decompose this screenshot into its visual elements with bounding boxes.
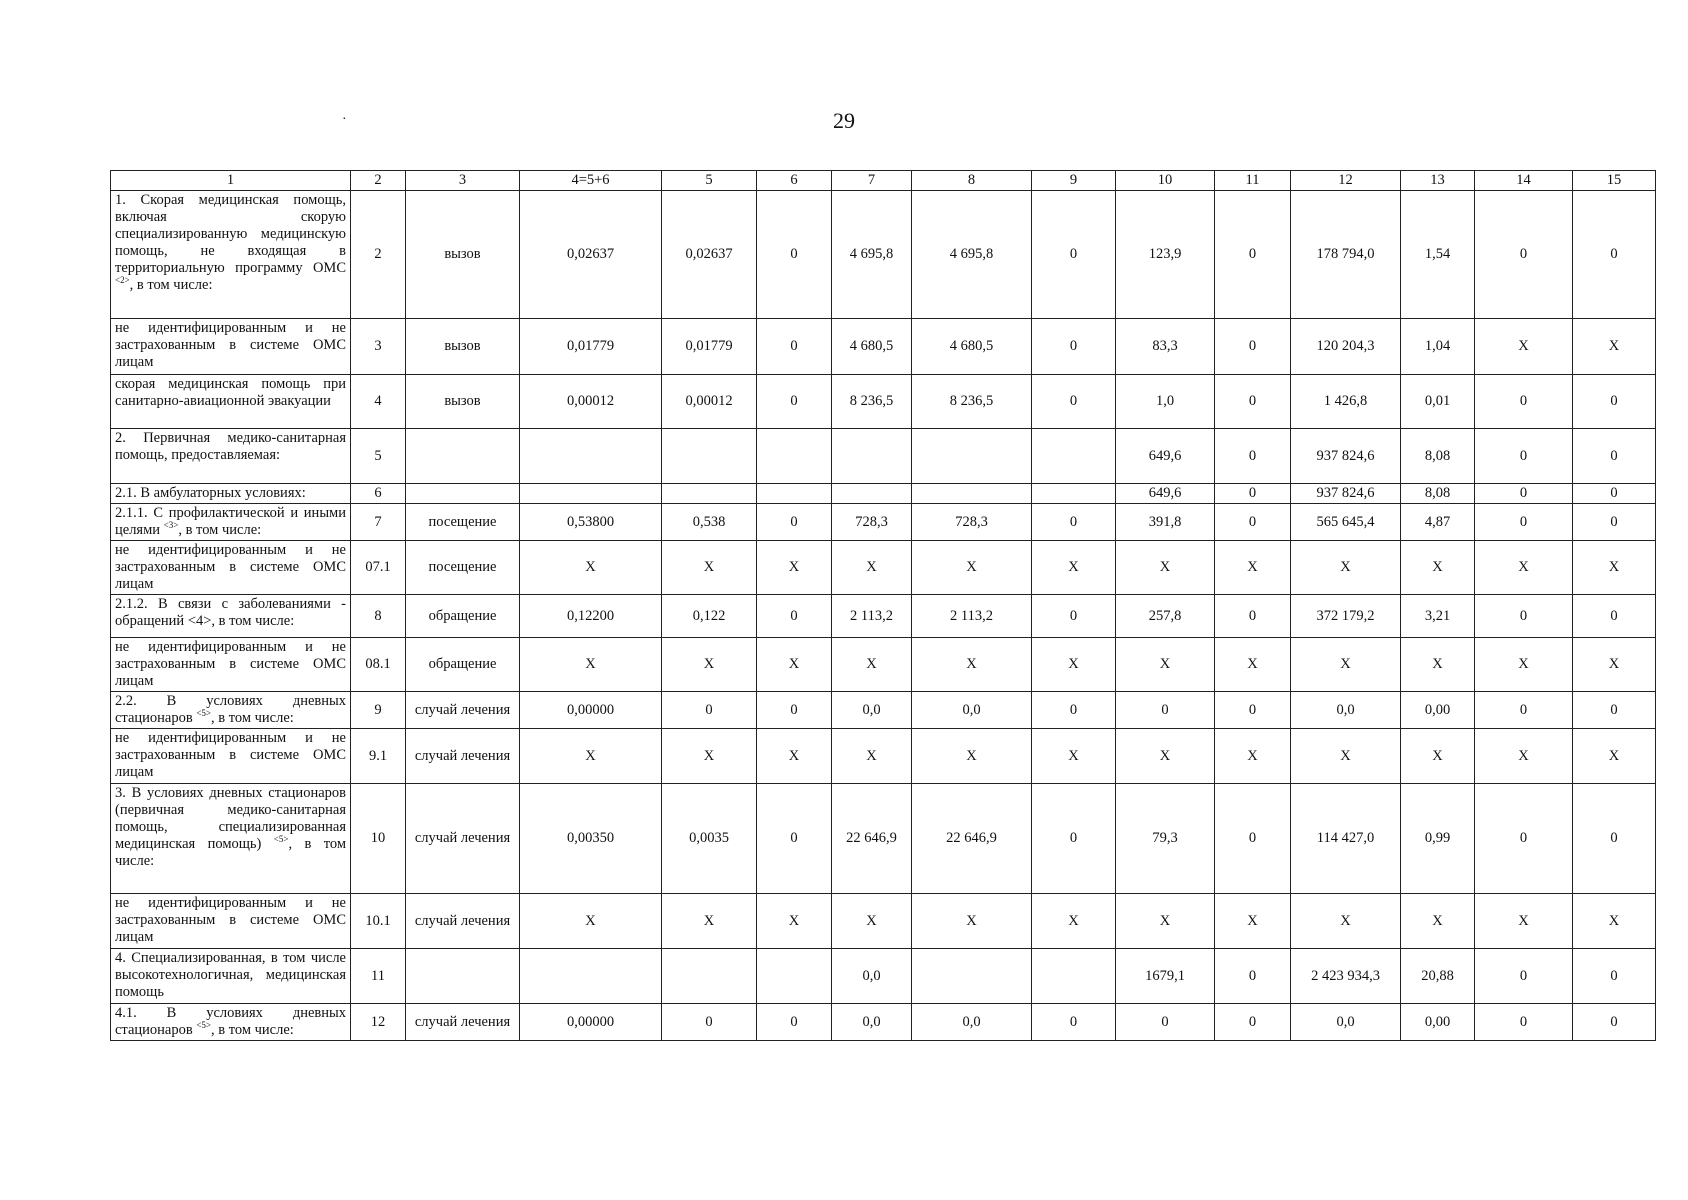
value-cell: 0 (1215, 595, 1291, 638)
value-cell: X (1215, 541, 1291, 595)
value-cell: 0 (662, 1004, 757, 1041)
value-cell: 937 824,6 (1291, 429, 1401, 484)
value-cell: 1679,1 (1116, 949, 1215, 1004)
table-row (111, 1004, 1656, 1041)
value-cell: 0 (1032, 319, 1116, 375)
value-cell: 0,0 (912, 1004, 1032, 1041)
value-cell (1032, 429, 1116, 484)
row-title (111, 784, 351, 894)
value-cell: 0 (1573, 595, 1656, 638)
value-cell: 1,54 (1401, 191, 1475, 319)
value-cell: 0 (1032, 504, 1116, 541)
value-cell: 0,99 (1401, 784, 1475, 894)
row-number: 4 (351, 375, 406, 429)
value-cell: X (1401, 729, 1475, 784)
value-cell: 0 (1215, 784, 1291, 894)
value-cell: 0 (1215, 484, 1291, 504)
value-cell: X (1573, 541, 1656, 595)
row-title-text: 4.1. В условиях дневных стационаров (115, 1005, 346, 1038)
value-cell: X (757, 541, 832, 595)
value-cell (757, 429, 832, 484)
value-cell: 0 (1573, 504, 1656, 541)
row-number: 3 (351, 319, 406, 375)
unit-cell: вызов (406, 191, 520, 319)
value-cell (1032, 484, 1116, 504)
value-cell: 0 (1032, 595, 1116, 638)
medical-care-table (110, 170, 1656, 1041)
value-cell (912, 484, 1032, 504)
value-cell: 0 (1215, 429, 1291, 484)
value-cell: 0 (1032, 191, 1116, 319)
value-cell: 0 (1032, 784, 1116, 894)
row-number: 10.1 (351, 894, 406, 949)
header-cell: 8 (912, 171, 1032, 191)
header-cell: 1 (111, 171, 351, 191)
value-cell (662, 949, 757, 1004)
unit-cell (406, 484, 520, 504)
row-title (111, 484, 351, 504)
value-cell: X (1116, 729, 1215, 784)
row-number: 10 (351, 784, 406, 894)
value-cell: 0 (1215, 504, 1291, 541)
table-row (111, 729, 1656, 784)
value-cell: X (520, 638, 662, 692)
value-cell (832, 429, 912, 484)
row-title-text: 1. Скорая медицинская помощь, включая скорую специализированную медицинскую помощь, не входящая в территориальную программу ОМС (115, 192, 346, 276)
value-cell: X (1032, 638, 1116, 692)
value-cell: 649,6 (1116, 484, 1215, 504)
page-number: 29 (833, 108, 855, 133)
value-cell: 728,3 (912, 504, 1032, 541)
value-cell: 0,0 (1291, 1004, 1401, 1041)
value-cell: 0,02637 (520, 191, 662, 319)
value-cell: 937 824,6 (1291, 484, 1401, 504)
value-cell: X (520, 729, 662, 784)
value-cell: 0 (1032, 692, 1116, 729)
footnote-ref: <2> (115, 275, 130, 286)
row-number: 6 (351, 484, 406, 504)
value-cell: 0 (1116, 1004, 1215, 1041)
value-cell: 83,3 (1116, 319, 1215, 375)
value-cell: 0,0 (832, 949, 912, 1004)
value-cell: 0 (757, 375, 832, 429)
row-number: 12 (351, 1004, 406, 1041)
value-cell: 0,01779 (662, 319, 757, 375)
row-title (111, 429, 351, 484)
row-title (111, 375, 351, 429)
header-cell: 4=5+6 (520, 171, 662, 191)
value-cell: 0 (1475, 191, 1573, 319)
table-row (111, 692, 1656, 729)
table-row (111, 638, 1656, 692)
stray-mark: · (342, 112, 347, 127)
value-cell (912, 949, 1032, 1004)
row-title-text: не идентифицированным и не застрахованным в системе ОМС лицам (115, 895, 346, 945)
row-title (111, 692, 351, 729)
value-cell: 0,53800 (520, 504, 662, 541)
header-cell: 14 (1475, 171, 1573, 191)
table-row (111, 784, 1656, 894)
row-title-text: 2.2. В условиях дневных стационаров (115, 693, 346, 726)
row-title-text: не идентифицированным и не застрахованным в системе ОМС лицам (115, 730, 346, 780)
value-cell: 0 (757, 504, 832, 541)
value-cell: 123,9 (1116, 191, 1215, 319)
value-cell: 0 (1573, 375, 1656, 429)
value-cell: 0,01779 (520, 319, 662, 375)
value-cell: 4 695,8 (912, 191, 1032, 319)
row-number: 07.1 (351, 541, 406, 595)
row-title (111, 319, 351, 375)
value-cell (757, 484, 832, 504)
value-cell: 0,0035 (662, 784, 757, 894)
value-cell: X (1291, 729, 1401, 784)
value-cell: 4 680,5 (832, 319, 912, 375)
value-cell: 0 (1573, 784, 1656, 894)
value-cell: 0,00012 (520, 375, 662, 429)
value-cell: 4 695,8 (832, 191, 912, 319)
header-cell: 13 (1401, 171, 1475, 191)
value-cell: 0,0 (832, 692, 912, 729)
value-cell: 0 (1573, 1004, 1656, 1041)
table-row (111, 484, 1656, 504)
value-cell: 22 646,9 (912, 784, 1032, 894)
value-cell: 120 204,3 (1291, 319, 1401, 375)
value-cell: 0 (1215, 1004, 1291, 1041)
value-cell: X (1475, 894, 1573, 949)
header-cell: 12 (1291, 171, 1401, 191)
value-cell: 0,00350 (520, 784, 662, 894)
value-cell (520, 484, 662, 504)
row-number: 5 (351, 429, 406, 484)
table-row (111, 504, 1656, 541)
value-cell: X (1032, 729, 1116, 784)
value-cell: 0 (757, 595, 832, 638)
header-cell: 15 (1573, 171, 1656, 191)
value-cell: 8 236,5 (912, 375, 1032, 429)
value-cell: X (832, 541, 912, 595)
value-cell: X (757, 894, 832, 949)
value-cell: X (1475, 319, 1573, 375)
value-cell: X (912, 638, 1032, 692)
value-cell: X (1291, 541, 1401, 595)
value-cell: 372 179,2 (1291, 595, 1401, 638)
value-cell: 0 (757, 1004, 832, 1041)
value-cell: 0,02637 (662, 191, 757, 319)
value-cell: 0 (757, 191, 832, 319)
row-title-text: 2. Первичная медико-санитарная помощь, предоставляемая: (115, 430, 346, 463)
row-number: 11 (351, 949, 406, 1004)
value-cell: 649,6 (1116, 429, 1215, 484)
value-cell: 728,3 (832, 504, 912, 541)
value-cell: X (520, 541, 662, 595)
value-cell: X (1475, 729, 1573, 784)
header-cell: 5 (662, 171, 757, 191)
value-cell (662, 484, 757, 504)
value-cell: 8,08 (1401, 484, 1475, 504)
row-title-tail: , в том числе: (115, 836, 346, 869)
value-cell: X (1475, 541, 1573, 595)
value-cell: X (662, 638, 757, 692)
value-cell: X (1401, 638, 1475, 692)
table-row (111, 319, 1656, 375)
table-row (111, 375, 1656, 429)
unit-cell: случай лечения (406, 729, 520, 784)
value-cell: X (1573, 319, 1656, 375)
table-row (111, 894, 1656, 949)
value-cell: X (1291, 638, 1401, 692)
value-cell: 0 (1475, 784, 1573, 894)
row-title (111, 595, 351, 638)
row-title-text: скорая медицинская помощь при санитарно-авиационной эвакуации (115, 376, 346, 409)
value-cell: 0 (757, 692, 832, 729)
value-cell: 0 (1032, 375, 1116, 429)
unit-cell: обращение (406, 595, 520, 638)
value-cell: 257,8 (1116, 595, 1215, 638)
value-cell: X (1215, 894, 1291, 949)
header-cell: 2 (351, 171, 406, 191)
row-title (111, 191, 351, 319)
unit-cell: посещение (406, 541, 520, 595)
value-cell: 1,0 (1116, 375, 1215, 429)
value-cell: X (1116, 894, 1215, 949)
row-title (111, 638, 351, 692)
row-title-text: не идентифицированным и не застрахованным в системе ОМС лицам (115, 320, 346, 370)
row-title-tail: , в том числе: (210, 710, 294, 726)
unit-cell: случай лечения (406, 784, 520, 894)
value-cell: X (1291, 894, 1401, 949)
value-cell (757, 949, 832, 1004)
row-number: 9 (351, 692, 406, 729)
row-title-text: не идентифицированным и не застрахованным в системе ОМС лицам (115, 639, 346, 689)
value-cell: X (1116, 541, 1215, 595)
row-title (111, 729, 351, 784)
unit-cell: вызов (406, 375, 520, 429)
row-title (111, 541, 351, 595)
value-cell: X (1215, 638, 1291, 692)
row-title-text: 4. Специализированная, в том числе высокотехнологичная, медицинская помощь (115, 950, 346, 1000)
value-cell: X (912, 729, 1032, 784)
value-cell: X (1032, 894, 1116, 949)
value-cell (912, 429, 1032, 484)
header-cell: 6 (757, 171, 832, 191)
value-cell: 0 (1215, 319, 1291, 375)
value-cell: X (1475, 638, 1573, 692)
value-cell: 0,538 (662, 504, 757, 541)
value-cell: X (832, 638, 912, 692)
value-cell: 0 (1475, 595, 1573, 638)
row-title-text: 3. В условиях дневных стационаров (первичная медико-санитарная помощь, специализированная медицинская помощь) (115, 785, 346, 852)
value-cell (1032, 949, 1116, 1004)
value-cell: X (912, 894, 1032, 949)
row-number: 2 (351, 191, 406, 319)
table-row (111, 595, 1656, 638)
value-cell: X (662, 894, 757, 949)
value-cell: 0,00000 (520, 692, 662, 729)
row-number: 8 (351, 595, 406, 638)
value-cell: 2 113,2 (832, 595, 912, 638)
footnote-ref: <3> (163, 520, 179, 531)
value-cell: 0 (662, 692, 757, 729)
unit-cell: посещение (406, 504, 520, 541)
value-cell: 0 (1573, 429, 1656, 484)
unit-cell: случай лечения (406, 894, 520, 949)
value-cell: 0,0 (832, 1004, 912, 1041)
value-cell: 0 (1215, 191, 1291, 319)
table-row (111, 191, 1656, 319)
value-cell: X (1215, 729, 1291, 784)
value-cell: 0,122 (662, 595, 757, 638)
row-title (111, 1004, 351, 1041)
value-cell: X (1116, 638, 1215, 692)
value-cell: X (1032, 541, 1116, 595)
value-cell: 0 (1215, 949, 1291, 1004)
row-number: 08.1 (351, 638, 406, 692)
footnote-ref: <5> (196, 1020, 211, 1031)
value-cell: 0 (1475, 484, 1573, 504)
table-row (111, 949, 1656, 1004)
value-cell: 4,87 (1401, 504, 1475, 541)
value-cell: 0,01 (1401, 375, 1475, 429)
value-cell: X (1573, 894, 1656, 949)
row-title (111, 949, 351, 1004)
header-cell: 10 (1116, 171, 1215, 191)
row-title-text: не идентифицированным и не застрахованным в системе ОМС лицам (115, 542, 346, 592)
value-cell: X (912, 541, 1032, 595)
row-title (111, 894, 351, 949)
value-cell: 391,8 (1116, 504, 1215, 541)
value-cell: X (1401, 894, 1475, 949)
value-cell: 0 (1475, 692, 1573, 729)
value-cell: 0,0 (1291, 692, 1401, 729)
value-cell: 0,12200 (520, 595, 662, 638)
value-cell: X (757, 638, 832, 692)
value-cell: 1 426,8 (1291, 375, 1401, 429)
table-row (111, 429, 1656, 484)
header-cell: 7 (832, 171, 912, 191)
value-cell: 0,00 (1401, 1004, 1475, 1041)
row-title-text: 2.1.1. С профилактической и иными целями (115, 505, 346, 538)
row-number: 9.1 (351, 729, 406, 784)
unit-cell (406, 429, 520, 484)
value-cell: 0 (1215, 375, 1291, 429)
row-title-tail: , в том числе: (129, 277, 213, 293)
value-cell: 0 (1573, 949, 1656, 1004)
footnote-ref: <5> (196, 708, 211, 719)
value-cell: 0 (1573, 191, 1656, 319)
value-cell: X (832, 894, 912, 949)
value-cell: 79,3 (1116, 784, 1215, 894)
row-title (111, 504, 351, 541)
value-cell: 8 236,5 (832, 375, 912, 429)
value-cell: 114 427,0 (1291, 784, 1401, 894)
value-cell: 0 (1475, 429, 1573, 484)
unit-cell: обращение (406, 638, 520, 692)
header-cell: 11 (1215, 171, 1291, 191)
value-cell (520, 949, 662, 1004)
value-cell: 565 645,4 (1291, 504, 1401, 541)
unit-cell: вызов (406, 319, 520, 375)
row-title-tail: , в том числе: (178, 522, 262, 538)
footnote-ref: <5> (273, 834, 289, 845)
value-cell: 20,88 (1401, 949, 1475, 1004)
value-cell: X (1573, 638, 1656, 692)
value-cell: 0 (1475, 504, 1573, 541)
value-cell: 3,21 (1401, 595, 1475, 638)
value-cell (662, 429, 757, 484)
value-cell: X (520, 894, 662, 949)
value-cell: 0 (1215, 692, 1291, 729)
value-cell: 0 (1573, 484, 1656, 504)
value-cell: 0 (1475, 1004, 1573, 1041)
value-cell (832, 484, 912, 504)
value-cell: X (1401, 541, 1475, 595)
row-title-text: 2.1.2. В связи с заболеваниями - обращений <4>, в том числе: (115, 596, 346, 629)
value-cell: 178 794,0 (1291, 191, 1401, 319)
value-cell: 22 646,9 (832, 784, 912, 894)
header-cell: 3 (406, 171, 520, 191)
value-cell: 0 (757, 784, 832, 894)
header-row (111, 171, 1656, 191)
value-cell: X (662, 541, 757, 595)
value-cell: X (662, 729, 757, 784)
value-cell: 0 (1475, 949, 1573, 1004)
value-cell: 0 (1573, 692, 1656, 729)
header-cell: 9 (1032, 171, 1116, 191)
value-cell: 8,08 (1401, 429, 1475, 484)
row-number: 7 (351, 504, 406, 541)
value-cell: 0,00 (1401, 692, 1475, 729)
row-title-tail: , в том числе: (210, 1022, 294, 1038)
row-title-text: 2.1. В амбулаторных условиях: (115, 485, 306, 501)
unit-cell: случай лечения (406, 692, 520, 729)
value-cell: 1,04 (1401, 319, 1475, 375)
value-cell: 2 423 934,3 (1291, 949, 1401, 1004)
value-cell: 0,0 (912, 692, 1032, 729)
value-cell: X (1573, 729, 1656, 784)
table-row (111, 541, 1656, 595)
value-cell: 0,00012 (662, 375, 757, 429)
value-cell: 2 113,2 (912, 595, 1032, 638)
value-cell: X (832, 729, 912, 784)
value-cell: 0 (1475, 375, 1573, 429)
value-cell: 0 (1116, 692, 1215, 729)
value-cell: 4 680,5 (912, 319, 1032, 375)
unit-cell: случай лечения (406, 1004, 520, 1041)
value-cell: 0 (1032, 1004, 1116, 1041)
value-cell: 0,00000 (520, 1004, 662, 1041)
value-cell: 0 (757, 319, 832, 375)
value-cell: X (757, 729, 832, 784)
value-cell (520, 429, 662, 484)
unit-cell (406, 949, 520, 1004)
